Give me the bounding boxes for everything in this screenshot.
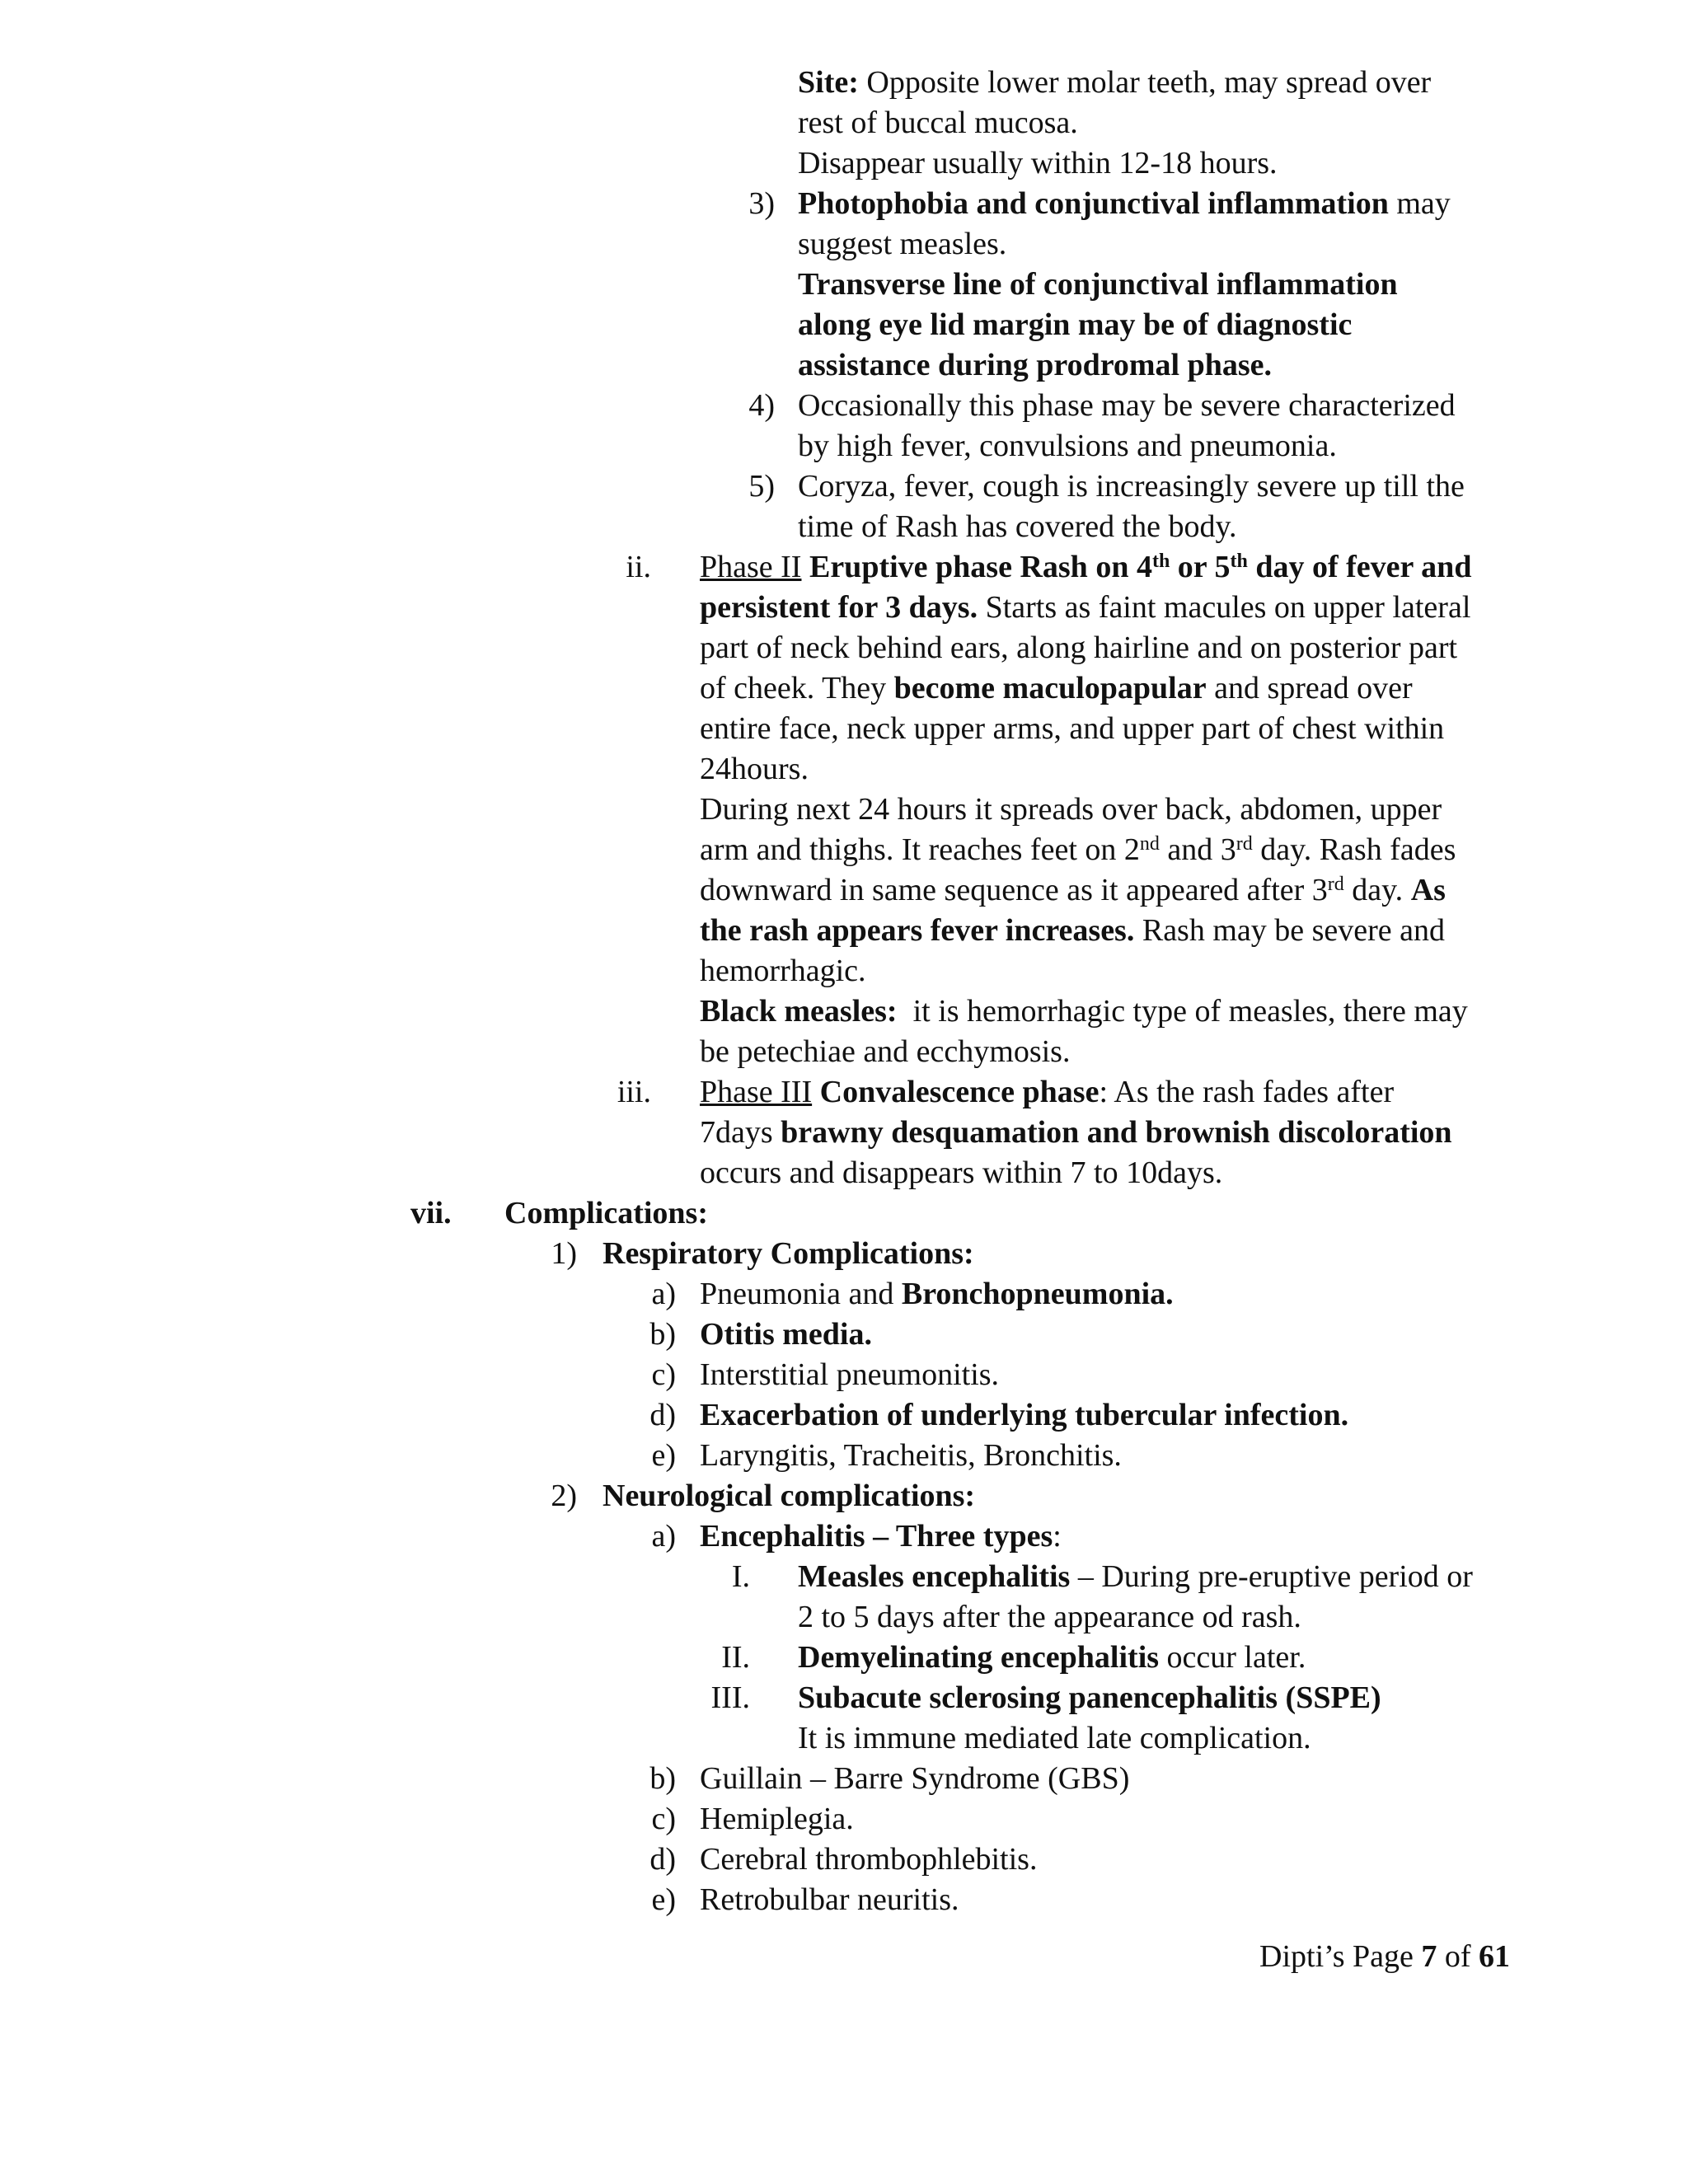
list-marker: 4) xyxy=(748,388,775,423)
list-item: Interstitial pneumonitis. xyxy=(700,1357,1000,1392)
disappear-line: Disappear usually within 12-18 hours. xyxy=(798,146,1278,180)
phase2-line-2: persistent for 3 days. Starts as faint macules on upper lateral xyxy=(700,590,1471,625)
phase3-line-2: 7days brawny desquamation and brownish discoloration xyxy=(700,1115,1452,1150)
phase2-line-7: During next 24 hours it spreads over back, abdomen, upper xyxy=(700,792,1442,827)
item4-line-2: by high fever, convulsions and pneumonia. xyxy=(798,429,1337,463)
phase2-line-11: hemorrhagic. xyxy=(700,954,866,988)
transverse-line-2: along eye lid margin may be of diagnostic xyxy=(798,307,1353,342)
item5-line-2: time of Rash has covered the body. xyxy=(798,509,1237,544)
neurological-heading: Neurological complications: xyxy=(603,1479,976,1513)
encephalitis-type: Demyelinating encephalitis occur later. xyxy=(798,1640,1306,1675)
list-marker: 2) xyxy=(551,1479,577,1513)
list-marker: b) xyxy=(649,1761,676,1796)
list-marker: e) xyxy=(651,1882,676,1917)
list-marker: I. xyxy=(731,1559,750,1594)
phase2-line-9: downward in same sequence as it appeared after 3rd day. As xyxy=(700,873,1446,907)
list-item: Laryngitis, Tracheitis, Bronchitis. xyxy=(700,1438,1122,1473)
black-measles-line-2: be petechiae and ecchymosis. xyxy=(700,1034,1071,1069)
black-measles-label: Black measles: xyxy=(700,994,898,1029)
encephalitis-type: Subacute sclerosing panencephalitis (SSPE) xyxy=(798,1680,1381,1715)
list-marker: III. xyxy=(710,1680,750,1715)
respiratory-heading: Respiratory Complications: xyxy=(603,1236,974,1271)
list-marker: iii. xyxy=(617,1075,651,1109)
list-marker: e) xyxy=(651,1438,676,1473)
site-label: Site: xyxy=(798,65,859,100)
site-line-2: rest of buccal mucosa. xyxy=(798,105,1078,140)
list-item: Guillain – Barre Syndrome (GBS) xyxy=(700,1761,1130,1796)
phase3-heading-line: Phase III Convalescence phase: As the rash fades after xyxy=(700,1075,1395,1109)
black-measles-line: Black measles: it is hemorrhagic type of measles, there may xyxy=(700,994,1468,1029)
page-footer: Dipti’s Page 7 of 61 xyxy=(1259,1939,1510,1974)
page-number: 7 xyxy=(1421,1939,1437,1974)
item3-line-2: suggest measles. xyxy=(798,227,1007,261)
item3-bold: Photophobia and conjunctival inflammation xyxy=(798,186,1389,221)
list-item: Exacerbation of underlying tubercular infection. xyxy=(700,1398,1349,1432)
list-marker: II. xyxy=(721,1640,750,1675)
item3-rest: may xyxy=(1388,186,1451,221)
site-line xyxy=(798,62,1431,103)
list-item: Cerebral thrombophlebitis. xyxy=(700,1842,1038,1877)
site-text: Opposite lower molar teeth, may spread over xyxy=(858,65,1432,100)
complications-heading: Complications: xyxy=(504,1196,708,1230)
phase2-line-3: part of neck behind ears, along hairline and on posterior part xyxy=(700,630,1458,665)
phase2-line-6: 24hours. xyxy=(700,752,809,786)
list-item: Otitis media. xyxy=(700,1317,872,1352)
item3-line xyxy=(798,183,1451,224)
item4-line-1: Occasionally this phase may be severe characterized xyxy=(798,388,1456,423)
encephalitis-line: Encephalitis – Three types: xyxy=(700,1519,1062,1554)
list-marker: c) xyxy=(651,1357,676,1392)
item5-line-1: Coryza, fever, cough is increasingly severe up till the xyxy=(798,469,1465,504)
phase2-label: Phase II xyxy=(700,550,802,584)
list-marker: a) xyxy=(651,1519,676,1554)
phase3-line-3: occurs and disappears within 7 to 10days. xyxy=(700,1155,1223,1190)
list-marker: c) xyxy=(651,1802,676,1836)
transverse-line-3: assistance during prodromal phase. xyxy=(798,348,1273,382)
list-marker: 5) xyxy=(748,469,775,504)
phase2-line-5: entire face, neck upper arms, and upper part of chest within xyxy=(700,711,1445,746)
list-marker: vii. xyxy=(410,1196,452,1230)
list-item: Retrobulbar neuritis. xyxy=(700,1882,959,1917)
phase2-line-4: of cheek. They become maculopapular and spread over xyxy=(700,671,1413,705)
list-marker: ii. xyxy=(626,550,651,584)
encephalitis-type-line-2: It is immune mediated late complication. xyxy=(798,1721,1311,1755)
list-marker: 1) xyxy=(551,1236,577,1271)
list-marker: d) xyxy=(649,1842,676,1877)
page-total: 61 xyxy=(1479,1939,1510,1974)
list-marker: b) xyxy=(649,1317,676,1352)
phase2-line-8: arm and thighs. It reaches feet on 2nd and 3rd day. Rash fades xyxy=(700,832,1456,867)
list-marker: 3) xyxy=(748,186,775,221)
list-item: Hemiplegia. xyxy=(700,1802,854,1836)
encephalitis-type-line-2: 2 to 5 days after the appearance od rash. xyxy=(798,1600,1301,1634)
list-item: Pneumonia and Bronchopneumonia. xyxy=(700,1277,1174,1311)
phase3-label: Phase III xyxy=(700,1075,813,1109)
phase2-heading-line: Phase II Eruptive phase Rash on 4th or 5th day of fever and xyxy=(700,550,1472,584)
phase2-line-10: the rash appears fever increases. Rash may be severe and xyxy=(700,913,1446,948)
list-marker: a) xyxy=(651,1277,676,1311)
encephalitis-type: Measles encephalitis – During pre-eruptive period or xyxy=(798,1559,1473,1594)
transverse-line-1: Transverse line of conjunctival inflammation xyxy=(798,267,1398,302)
list-marker: d) xyxy=(649,1398,676,1432)
